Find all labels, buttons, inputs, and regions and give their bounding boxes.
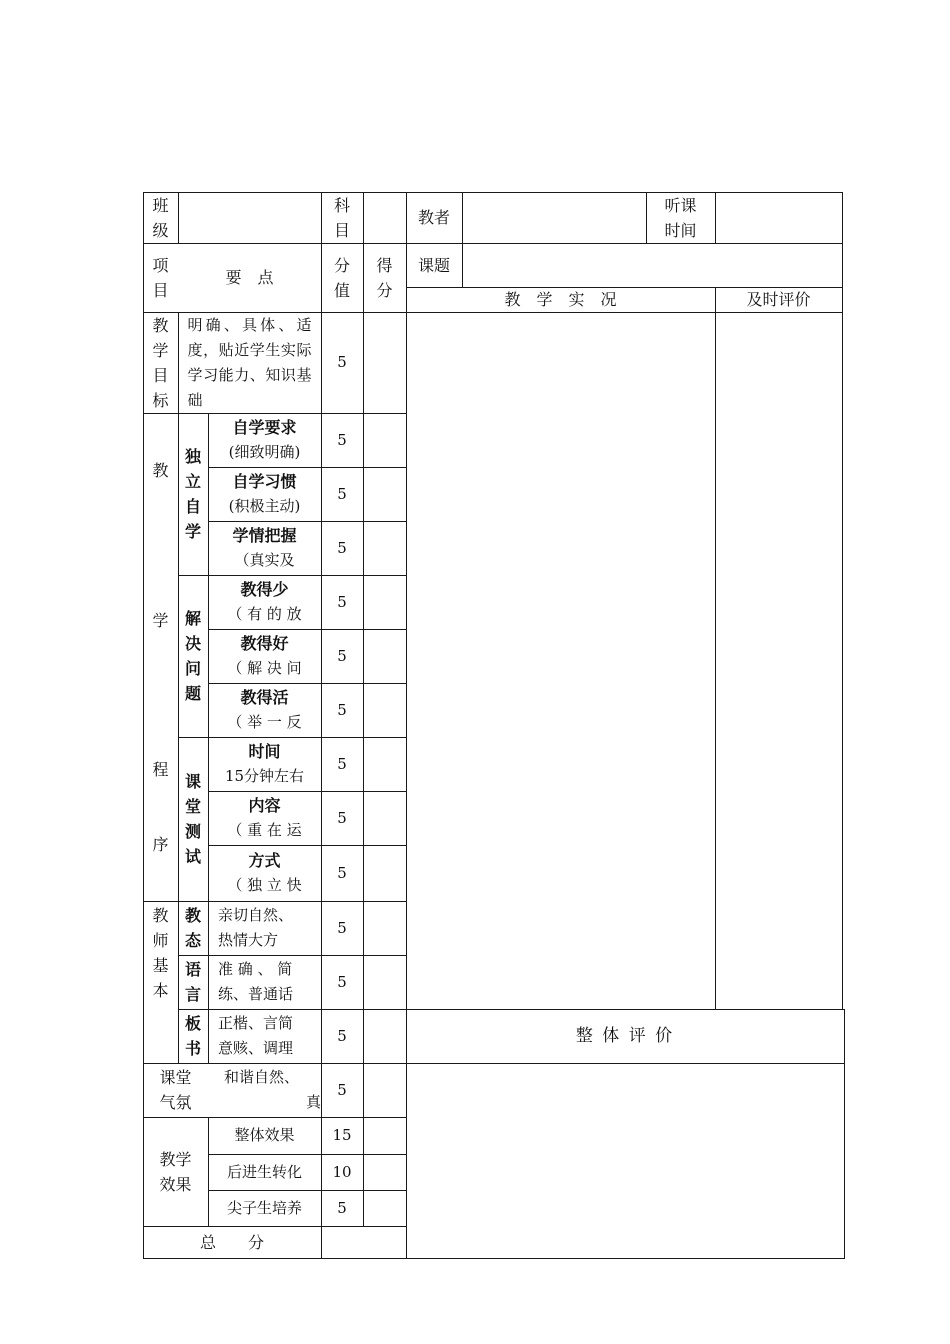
goal-score: 5: [337, 353, 347, 371]
process-label-4: 序: [152, 835, 169, 854]
effect-item-2: 后进生转化: [226, 1162, 302, 1181]
subject-label: 科目: [333, 195, 350, 240]
test-item-1: [208, 737, 321, 791]
class-test-label: 课堂测试: [184, 772, 201, 866]
self-study-item-2: [208, 467, 321, 521]
teacher-label: 教者: [417, 208, 450, 227]
goal-desc: 明确、具体、适度，贴近学生实际学习能力、知识基础: [187, 315, 312, 409]
item-title: 内容: [248, 796, 281, 815]
teacher-basic-sub-1: 教态: [184, 906, 201, 950]
class-label: 班级: [152, 195, 169, 240]
problem-solving-label: 解决问题: [184, 609, 201, 703]
teaching-situation-content[interactable]: [406, 312, 715, 1009]
teacher-basic-score-3: 5: [337, 1026, 347, 1045]
item-note: （ 有 的 放: [227, 605, 302, 623]
effect-score-1: 15: [332, 1126, 352, 1144]
score-value-label: 分值: [333, 255, 350, 300]
item-note: （真实及: [234, 551, 295, 569]
problem-item-2: [208, 629, 321, 683]
item-title: 自学习惯: [232, 472, 297, 491]
self-study-item-3: [208, 521, 321, 575]
process-label-1: 教: [152, 461, 169, 480]
keypoints-label: 要 点: [225, 268, 274, 287]
process-label-2: 学: [152, 611, 169, 630]
teacher-basic-score-1: 5: [337, 918, 347, 937]
problem-item-3: [208, 683, 321, 737]
item-title: 方式: [248, 851, 281, 870]
effect-item-1: 整体效果: [234, 1126, 295, 1144]
teacher-basic-desc-3: 正楷、言简 意赅、调理: [218, 1014, 294, 1057]
item-note: （ 独 立 快: [227, 876, 302, 894]
time-label: 听课时间: [664, 195, 697, 240]
problem-score-2: 5: [337, 646, 347, 665]
subject-value[interactable]: [363, 192, 406, 243]
teacher-basic-score-2: 5: [337, 972, 347, 991]
self-study-score-2: 5: [337, 484, 347, 503]
overall-eval-content[interactable]: [406, 1063, 844, 1258]
test-score-1: 5: [337, 754, 347, 773]
score-got-label: 得分: [376, 255, 393, 300]
item-note: 15分钟左右: [224, 767, 305, 785]
timely-eval-label: 及时评价: [746, 290, 811, 309]
total-label: 总 分: [199, 1232, 264, 1252]
teacher-basic-sub-2: 语言: [184, 960, 201, 1004]
atmosphere-score: 5: [337, 1080, 347, 1099]
goal-got[interactable]: [363, 312, 406, 413]
item-title: 教得活: [240, 688, 289, 707]
process-label-3: 程: [152, 760, 169, 779]
item-note: （ 重 在 运: [227, 821, 302, 839]
class-value[interactable]: [178, 192, 321, 243]
total-value[interactable]: [321, 1226, 406, 1258]
teacher-value[interactable]: [462, 192, 646, 243]
teacher-basic-desc-2: 准 确 、 简 练、普通话: [218, 960, 294, 1003]
timely-eval-content[interactable]: [715, 312, 842, 1009]
teacher-basic-label: 教师基本: [152, 906, 169, 1000]
self-study-label: 独立自学: [184, 447, 201, 541]
item-title: 时间: [248, 742, 281, 761]
time-value[interactable]: [715, 192, 842, 243]
self-study-score-3: 5: [337, 538, 347, 557]
effect-label: 教学效果: [159, 1149, 192, 1194]
effect-score-2: 10: [332, 1162, 352, 1181]
topic-value[interactable]: [462, 243, 842, 287]
overall-eval-label: 整 体 评 价: [575, 1025, 675, 1046]
problem-item-1: [208, 575, 321, 629]
teacher-basic-desc-1: 亲切自然、 热情大方: [218, 906, 294, 949]
effect-item-3: 尖子生培养: [226, 1198, 302, 1217]
topic-label: 课题: [417, 255, 450, 275]
teacher-basic-sub-3: 板书: [184, 1014, 201, 1058]
atmosphere-desc: 和谐自然、 真: [224, 1068, 321, 1111]
item-note: (积极主动): [228, 497, 301, 515]
test-score-3: 5: [337, 863, 347, 882]
item-title: 自学要求: [232, 418, 297, 437]
self-study-score-1: 5: [337, 430, 347, 449]
effect-score-3: 5: [337, 1198, 347, 1217]
goal-label: 教学目标: [152, 315, 169, 410]
item-note: (细致明确): [228, 443, 301, 461]
self-study-item-1: [208, 413, 321, 467]
item-label: 项目: [152, 255, 169, 300]
item-title: 教得少: [240, 580, 289, 599]
test-item-3: [208, 845, 321, 901]
item-title: 教得好: [240, 634, 289, 653]
item-note: （ 举 一 反: [227, 713, 302, 731]
atmosphere-label: 课堂气氛: [159, 1068, 192, 1112]
test-score-2: 5: [337, 808, 347, 827]
teaching-situation-label: 教 学 实 况: [504, 290, 617, 309]
problem-score-1: 5: [337, 592, 347, 611]
problem-score-3: 5: [337, 700, 347, 719]
test-item-2: [208, 791, 321, 845]
item-title: 学情把握: [232, 526, 297, 545]
item-note: （ 解 决 问: [227, 659, 302, 677]
